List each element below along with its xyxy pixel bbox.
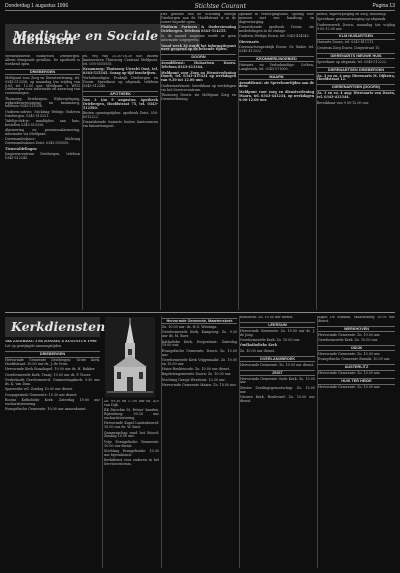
medical-paragraph: Dierenartsenpraktijk Doorn: Dr. Baker, tel. 0343-413322. <box>239 44 314 53</box>
church-column-4 <box>240 316 315 568</box>
church-entry: RK Parochie St. Petrus' banden, Rijsenburg: 09.30 uur eucharistieviering. <box>104 408 159 421</box>
church-entry: Hervormde Kapel Lindenheuvel: 10.00 uur ds. W. Smit. <box>104 421 159 430</box>
church-entry: Kerkdienst voor ouderen in het Servicecentrum. <box>104 458 159 467</box>
church-entry: Baptistengemeente Doorn: Zo. 10.00 uur. <box>162 372 232 377</box>
church-entry: Katholieke Kerk, Dorpsstraat: Zaterdag 19.00 uur. <box>162 339 237 348</box>
church-entry: Hervormde Gemeente Oude Kerk: Zo. 10.00 uur. <box>240 376 315 385</box>
church-entry: Hervormde Gemeente Maarn: Zo. 10.00 uur. <box>162 383 237 387</box>
church-entry: Vrije Evangelische Gemeente: 10.00 uur dienst. <box>104 439 159 448</box>
section-heading-dierenartsen-doorn: DIERENARTSEN (DOORN) <box>317 84 395 90</box>
column-rule <box>82 55 83 310</box>
medical-paragraph: Huisarts en Verloskundige: Cothen, Langbroek, tel. 0343-571000. <box>239 62 314 71</box>
church-column-3 <box>162 316 237 568</box>
medical-paragraph: Za. 3 en zo. 4 aug: Dierenarts M. Dijkstra, Hoofdstraat 12. <box>317 73 395 82</box>
medical-paragraph: Ouderenadviseur: bereikbaar op werkdagen via het Servicecentrum. <box>161 83 236 92</box>
church-heading-driebergen: DRIEBERGEN <box>5 351 100 357</box>
church-entry: Gereformeerde Kerk: Zo. 10.00 uur. <box>318 338 378 343</box>
church-illustration <box>105 317 155 397</box>
medical-paragraph: Dierenambulance: Stichting Dierenambulance Zeist, 0343-555555. <box>5 137 80 146</box>
church-entry: Evangelische Gemeente: 10.00 uur samenkomst. <box>5 407 87 411</box>
section-heading-kromme-rijn: KROMMERIJNGEBIED <box>239 56 314 62</box>
church-entry: Evangelische Gemeente Bunnik: 10.00 uur. <box>318 357 391 362</box>
church-entry: Zeister Zendingsgenootschap: Zo. 10.00 uur. <box>240 385 315 394</box>
church-services-banner <box>5 317 106 337</box>
church-entry: Rehoboth: Zo. 10.00 uur dienst. <box>240 316 294 319</box>
section-heading-apotheek: APOTHEEK <box>83 91 158 97</box>
medical-paragraph: Ouderenwerk Doorn, maandag t/m vrijdag 9.00-12.00 uur. <box>317 22 395 31</box>
medical-paragraph: Jongerencentrum Driebergen, telefoon 0343-512345. <box>5 151 80 160</box>
medical-paragraph: Kraamzorg: Thuiszorg Utrecht Oost, tel. 0343-515345. Graag op tijd inschrijven. <box>83 67 158 76</box>
medical-paragraph: Meldpunt voor Zorg en Dienstverlening Doorn, tel. 0343-415434 op werkdagen van 9.30 tot 12.00 uur. <box>161 70 236 83</box>
section-heading-klm: KLM HUISARTSEN <box>317 33 395 39</box>
column-rule <box>238 13 239 310</box>
medical-paragraph: Spreekuur gezinsverzorging op afspraak. <box>317 17 387 22</box>
church-entry: Gereformeerde Kerk: Zo. 10.00 uur. <box>240 338 300 343</box>
church-subtitle: Van ZATERDAG 3 en ZONDAG 4 AUGUSTUS 1996 <box>5 340 97 343</box>
medical-paragraph: Alarmering en personenalarmering, informatie via Meldpunt. <box>5 128 80 137</box>
medical-paragraph: Avonddienst: Huisartsen Doorn. Telefoon 0343-413344. <box>161 61 236 70</box>
section-heading-doorn: DOORN <box>161 54 236 60</box>
medical-column-5 <box>317 13 395 310</box>
column-rule <box>316 13 317 310</box>
medical-paragraph: Thuiszorg Doorn: zie Meldpunt Zorg en Dienstverlening. <box>161 92 236 101</box>
church-heading-odijk: ODIJK <box>318 345 395 351</box>
church-entry: Sparrenhe vel: Zondag 10.00 uur dienst. <box>5 387 74 392</box>
church-entry: Rooms Katholieke Kerk: Zaterdag 19.00 uur eucharistieviering. <box>5 397 100 406</box>
header-date: Donderdag 1 augustus 1996 <box>5 2 69 9</box>
medical-paragraph: Het gebouw van de Stichting Welzijn Driebergen aan de Hoofdstraat is in de zomer beperkt open. <box>161 13 236 24</box>
section-divider <box>5 312 395 313</box>
page-header <box>5 3 395 11</box>
column-rule <box>102 398 103 568</box>
church-note: Let op gewijzigde aanvangstijden <box>5 344 62 349</box>
medical-paragraph: Meldpunt voor Zorg en Dienstverlening, tel. 0343-513356, op maandag t/m vrijdag van 9.00 tot 12.00 uur. Meldpunt 's WVG Driebergen voor informatie en aanvraag van voorzieningen. <box>5 75 80 96</box>
church-entry: Hervormde Gemeente: Zo. 10.00 uur. <box>318 352 381 357</box>
medical-paragraph: Centrum Zorg Doorn, Dorpsstraat 15. <box>317 45 381 50</box>
column-rule <box>161 316 162 568</box>
medical-paragraph: Tafeltje-dek-je: maaltijden aan huis, bestellen 0343-513356. <box>5 118 80 127</box>
church-entry: Gereformeerde Kerk Vrijgemaakt: Zo. 10.00 en 15.00 uur. <box>162 357 237 366</box>
column-rule <box>317 316 318 568</box>
section-heading-maarn: MAARN <box>239 74 314 80</box>
section-subheading: Tienerafdelingen <box>5 146 37 151</box>
church-services-title: Kerkdiensten <box>11 319 106 335</box>
church-heading-austerlitz: AUSTERLITZ <box>318 364 395 370</box>
medical-paragraph: Platform Partners & Ondersteuning Driebergen. Telefoon 0343-514255. <box>161 25 236 34</box>
church-entry: Gemeenschap rond het Woord: Zondag 10.00 uur. <box>104 430 159 439</box>
medical-paragraph: Van 3 t/m 9 augustus: Apotheek Driebergen, Hoofdstraat 75, tel. 0343-512580. <box>83 98 158 110</box>
church-entry: Kapel De Mirakel, Maarnsberg 10.00 uur dienst. <box>318 316 395 323</box>
medical-paragraph: Verloskundigen: Praktijk Driebergen en Doorn. Spreekuur op afspraak, telefoon 0343-512345. <box>83 76 158 89</box>
medical-paragraph: Buiten openingstijden: apotheek Zeist, 030-6912222. <box>83 111 158 120</box>
church-entry: Gereformeerde Kerk, Traaij: 10.00 uur dr. P. Visser. <box>5 372 91 377</box>
church-entry: Zo. 10.00 uur: ds. H.G. Wieringa. <box>162 325 218 329</box>
church-entry: Stichting Oranje Weeshuis: 10.30 uur. <box>162 377 226 382</box>
column-rule <box>239 316 240 568</box>
medical-paragraph: ex. vrij van 15.30-16.30 uur. Buiten kantooruren Thuiszorg Centraal Meldpunt, tel. 030-5555555. <box>83 55 158 66</box>
church-entry: Hervormde Gemeente: Zo. 10.00 uur dienst. <box>240 362 315 367</box>
church-entry: Gereformeerde Kerk, Kampweg: Zo. 9.30 uur ds. M. Boer. <box>162 330 237 339</box>
medical-column-4 <box>239 13 314 310</box>
church-heading-werkhoven: WERKHOVEN <box>318 326 395 332</box>
church-entry: Hervormde Gemeente: Zo. 10.00 uur. <box>318 332 381 337</box>
medical-paragraph: Ouderen-advies: Stichting Welzijn Ouderen Driebergen, 0343-515221. <box>5 109 80 118</box>
medical-services-title: Medische en Sociale diensten <box>13 27 159 47</box>
medical-paragraph: Dienstdoende apotheek Doorn: zie mededelingen in de etalage. <box>239 25 314 34</box>
church-column-5 <box>318 316 395 568</box>
section-heading-driebergen: DRIEBERGEN <box>5 69 80 75</box>
column-rule <box>160 13 161 310</box>
church-entry: Zo. 10.00 uur dienst. <box>240 348 275 353</box>
medical-paragraph: Ouderen Welzijn Doorn, tel. 0343-414545. <box>239 34 310 39</box>
medical-paragraph: Vanaf week 36 wordt het informatiepunt weer geopend op de bekende tijden. <box>161 43 236 52</box>
church-entry: Evangelische Gemeente, Doorn: Zo. 10.00 uur. <box>162 348 237 357</box>
church-entry: Nederlands Gereformeerd: Ontmoetingskerk: 9.30 uur ds. K. van Dam. <box>5 378 100 386</box>
medical-column-3 <box>161 13 236 310</box>
medical-paragraph: Avonddienst: zie Spreekuurtijden aan de deur. <box>239 80 314 89</box>
church-heading-doorn: Hervormde Gemeente, Maartenskerk <box>162 318 237 324</box>
church-subheading: Oudkatholieke Kerk <box>240 343 278 348</box>
church-heading-zeist: ZEIST <box>240 370 315 376</box>
church-entry: Hervormde Gemeente: Zo. 10.00 uur ds. J. de Jong. <box>240 328 315 337</box>
medical-paragraph: Dienstdoende huisarts buiten kantooruren via huisartsenpost. <box>83 120 158 129</box>
church-entry: Nieuwe Kerk, Boulevard: Zo. 10.00 uur dienst. <box>240 394 315 403</box>
church-entry: Hervormde Kerk Sionskapel: 10.00 uur ds. H. Bakker. <box>5 367 96 372</box>
medical-paragraph: Thuiszorg Driebergen: Wijkverpleging, wijkziekenverzorging en kraamzorg, telefoon 0343-513356. <box>5 96 80 109</box>
church-heading-overlangbroek: OVERLANGBROEK <box>240 356 315 362</box>
medical-intro: Weekenddienst huisartsen Driebergen. Alleen dringende gevallen. De apotheek is weekend open. <box>5 55 80 66</box>
medical-column-2 <box>83 55 158 310</box>
medical-paragraph: Meldpunt voor zorg en dienstverlening Maarn, tel. 0343-441234, op werkdagen 9.00-12.00 uur. <box>239 89 314 102</box>
page-number: Pagina 13 <box>372 2 395 9</box>
church-entry: Hervormde Gemeente: Zo. 10.00 uur. <box>318 371 381 376</box>
church-entry: Hervormde Gemeente Driebergen: Grote Kerk, Hoofdstraat: 10.00 uur ds. J. de Vries. <box>5 358 100 367</box>
medical-paragraph: dienst, wijkverpleging en zorg, thuishulp. <box>317 13 387 16</box>
medical-paragraph: Bereikbaar van 9.00-12.00 uur. <box>317 100 370 105</box>
church-heading-leersum: LEERSUM <box>240 322 315 328</box>
medical-paragraph: Spreekuur op afspraak, tel. 0343-512222. <box>317 59 388 64</box>
section-heading-dierenartsen-driebergen: DIERENARTSEN DRIEBERGEN <box>317 67 395 73</box>
church-entry: Doopsgezinde Gemeente: 10.30 uur dienst. <box>5 392 78 397</box>
medical-column-1 <box>5 55 80 310</box>
medical-paragraph: Za. 3 en zo. 4 aug: Dierenarts van Doorn, tel. 0343-413344. <box>317 91 395 100</box>
church-heading-huis-ter-heide: HUIS TER HEIDE <box>318 378 395 384</box>
medical-paragraph: Huisarts Doorn, tel. 0343-411111. <box>317 40 375 45</box>
newspaper-name: Stichtse Courant <box>194 2 246 10</box>
church-entry: Huize Beukenrode: Zo. 10.00 uur dienst. <box>162 367 231 372</box>
medical-paragraph: In de maand augustus wordt er geen informatie uitgegeven. <box>161 34 236 43</box>
section-subheading: Dierenarts <box>239 39 259 44</box>
section-heading-dierenarts: DIERENARTS NIEUWE HUIS <box>317 53 395 59</box>
church-entry: Zo. 09.30 en 17.00 uur ds. A.P. van Dijk. <box>104 400 159 407</box>
church-entry: Stichting Evangelisatie: 10.30 uur bijeenkomst. <box>104 448 159 457</box>
church-entry: Hervormde Gemeente: Zo. 10.00 uur. <box>318 385 381 390</box>
church-column-1 <box>5 340 100 568</box>
medical-paragraph: opname in verzorgingshuis, opvang voor mensen met een handicap en dagverzorging. <box>239 13 314 24</box>
church-column-2 <box>104 400 159 568</box>
